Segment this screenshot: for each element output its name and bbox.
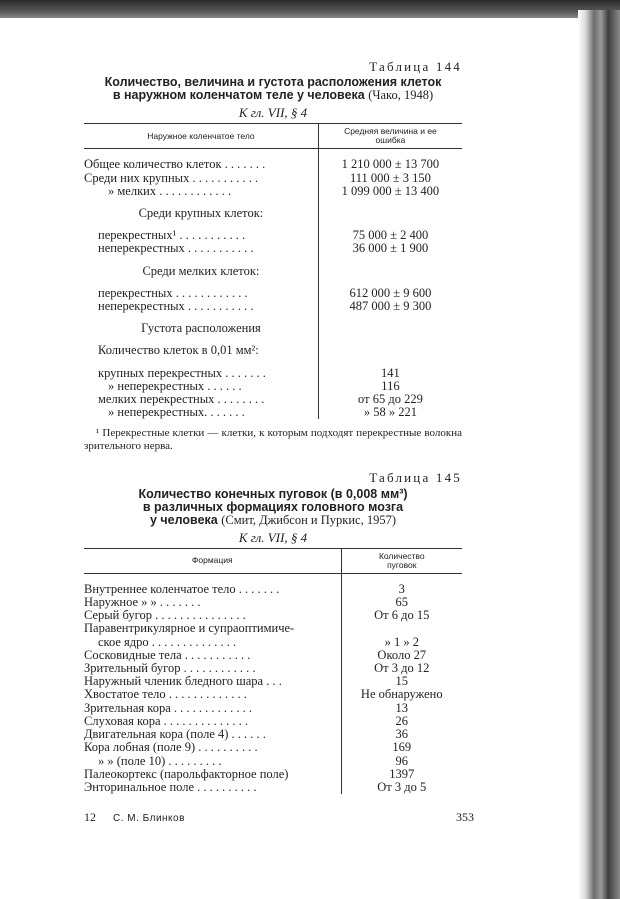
row-label: Зрительный бугор . . . . . . . . . . . . xyxy=(84,662,341,675)
table-row xyxy=(84,636,462,649)
row-label: Зрительная кора . . . . . . . . . . . . . xyxy=(84,702,341,715)
author-name: С. М. Блинков xyxy=(113,813,185,824)
book-spine-edge xyxy=(578,10,620,899)
data-table xyxy=(84,123,462,419)
table-row xyxy=(84,322,462,335)
row-label: Сосковидные тела . . . . . . . . . . . xyxy=(84,649,341,662)
row-value: 169 xyxy=(392,740,412,755)
column-header-line: пуговок xyxy=(387,559,417,570)
row-value: От 3 до 12 xyxy=(374,661,430,676)
row-label: мелких перекрестных . . . . . . . . xyxy=(84,393,318,406)
row-label: крупных перекрестных . . . . . . . xyxy=(84,367,318,380)
table-144 xyxy=(84,60,462,453)
table-title-bold: у человека xyxy=(150,512,218,527)
table-title-line xyxy=(84,514,462,527)
section-label: Среди мелких клеток: xyxy=(84,265,318,278)
table-footnote: ¹ Перекрестные клетки — клетки, к которым подходят перекрестные волокна зрительного нерва. xyxy=(84,427,462,453)
table-title-line: Количество конечных пуговок (в 0,008 мм³) xyxy=(138,486,408,501)
table-row xyxy=(84,768,462,781)
row-label: перекрестных¹ . . . . . . . . . . . xyxy=(84,229,318,242)
row-label: Среди них крупных . . . . . . . . . . . xyxy=(84,172,318,185)
left-page-number: 12 xyxy=(84,810,96,824)
table-row xyxy=(84,242,462,255)
table-row xyxy=(84,158,462,171)
table-number: Таблица 144 xyxy=(369,59,462,74)
row-label: Палеокортекс (парольфакторное поле) xyxy=(84,768,341,781)
row-value: От 3 до 5 xyxy=(377,779,427,794)
row-value: 26 xyxy=(395,713,409,728)
row-label: Хвостатое тело . . . . . . . . . . . . . xyxy=(84,688,341,701)
table-row xyxy=(84,265,462,278)
row-value: 15 xyxy=(395,674,409,689)
page-content xyxy=(84,60,462,794)
table-title xyxy=(84,76,462,102)
table-row xyxy=(84,185,462,198)
row-label: Серый бугор . . . . . . . . . . . . . . . xyxy=(84,609,341,622)
table-title-line xyxy=(84,89,462,102)
row-value: от 65 до 229 xyxy=(358,392,423,407)
table-title-bold: в наружном коленчатом теле у человека xyxy=(112,88,365,103)
row-value: 1 099 000 ± 13 400 xyxy=(341,183,440,198)
table-row xyxy=(84,622,462,635)
row-value: 65 xyxy=(395,595,409,610)
row-value xyxy=(341,622,462,635)
column-header-line: Количество xyxy=(378,550,425,561)
table-row xyxy=(84,702,462,715)
table-row xyxy=(84,688,462,701)
column-header xyxy=(318,124,462,149)
row-value: » 58 » 221 xyxy=(363,405,417,420)
row-value: 36 000 ± 1 900 xyxy=(352,241,429,256)
table-row xyxy=(84,781,462,794)
column-header-line: ошибка xyxy=(375,135,406,146)
section-label: Среди крупных клеток: xyxy=(84,207,318,220)
row-label: Энторинальное поле . . . . . . . . . . xyxy=(84,781,341,794)
table-row xyxy=(84,755,462,768)
table-row xyxy=(84,300,462,313)
row-label: Наружный членик бледного шара . . . xyxy=(84,675,341,688)
chapter-reference: К гл. VII, § 4 xyxy=(238,105,308,121)
row-value: 1397 xyxy=(389,766,415,781)
row-label: неперекрестных . . . . . . . . . . . xyxy=(84,300,318,313)
row-label: » » (поле 10) . . . . . . . . . xyxy=(84,755,341,768)
section-label: Густота расположения xyxy=(84,322,318,335)
row-label: » неперекрестных. . . . . . . xyxy=(84,406,318,419)
row-label: Двигательная кора (поле 4) . . . . . . xyxy=(84,728,341,741)
table-title-reference: (Чако, 1948) xyxy=(368,88,434,103)
row-value: 36 xyxy=(395,727,409,742)
row-label: неперекрестных . . . . . . . . . . . xyxy=(84,242,318,255)
row-value: 111 000 ± 3 150 xyxy=(349,170,431,185)
row-label: Внутреннее коленчатое тело . . . . . . . xyxy=(84,583,341,596)
row-label: перекрестных . . . . . . . . . . . . xyxy=(84,287,318,300)
row-value: 75 000 ± 2 400 xyxy=(352,228,429,243)
column-header-line: Средняя величина и ее xyxy=(344,126,437,137)
table-header-row xyxy=(84,548,462,573)
table-title-line: в различных формациях головного мозга xyxy=(142,499,404,514)
column-header: Наружное коленчатое тело xyxy=(84,124,318,149)
row-value: 116 xyxy=(381,378,400,393)
table-title-line: Количество, величина и густота расположения клеток xyxy=(104,75,442,90)
right-page-number: 353 xyxy=(456,810,474,824)
row-value: » 1 » 2 xyxy=(384,634,419,649)
row-value: 612 000 ± 9 600 xyxy=(349,285,432,300)
row-value: 1 210 000 ± 13 700 xyxy=(341,157,440,172)
table-row xyxy=(84,367,462,380)
row-label: Слуховая кора . . . . . . . . . . . . . . xyxy=(84,715,341,728)
page-footer xyxy=(84,810,474,825)
row-label: Наружное » » . . . . . . . xyxy=(84,596,341,609)
scan-top-edge xyxy=(0,0,620,18)
column-header xyxy=(341,548,462,573)
column-header: Формация xyxy=(84,548,341,573)
table-title xyxy=(84,488,462,527)
table-row xyxy=(84,344,462,357)
data-table xyxy=(84,548,462,794)
row-label: Кора лобная (поле 9) . . . . . . . . . . xyxy=(84,741,341,754)
row-value: 141 xyxy=(381,365,400,380)
row-label: Общее количество клеток . . . . . . . xyxy=(84,158,318,171)
row-value: 487 000 ± 9 300 xyxy=(349,299,432,314)
table-row xyxy=(84,207,462,220)
row-value: Не обнаружено xyxy=(360,687,443,702)
row-label: ское ядро . . . . . . . . . . . . . . xyxy=(84,636,341,649)
row-value: Около 27 xyxy=(377,647,427,662)
row-value: 3 xyxy=(398,581,405,596)
row-label: » неперекрестных . . . . . . xyxy=(84,380,318,393)
row-label: » мелких . . . . . . . . . . . . xyxy=(84,185,318,198)
row-value: От 6 до 15 xyxy=(374,608,430,623)
table-row xyxy=(84,172,462,185)
row-label: Паравентрикулярное и супраоптимиче- xyxy=(84,622,341,635)
table-row xyxy=(84,741,462,754)
table-row xyxy=(84,406,462,419)
table-header-row xyxy=(84,124,462,149)
chapter-reference: К гл. VII, § 4 xyxy=(238,529,308,545)
section-label: Количество клеток в 0,01 мм²: xyxy=(84,344,318,357)
table-number: Таблица 145 xyxy=(369,470,462,486)
table-145 xyxy=(84,471,462,794)
row-value: 13 xyxy=(395,700,409,715)
table-title-reference: (Смит, Джибсон и Пуркис, 1957) xyxy=(221,512,396,527)
row-value: 96 xyxy=(395,753,409,768)
